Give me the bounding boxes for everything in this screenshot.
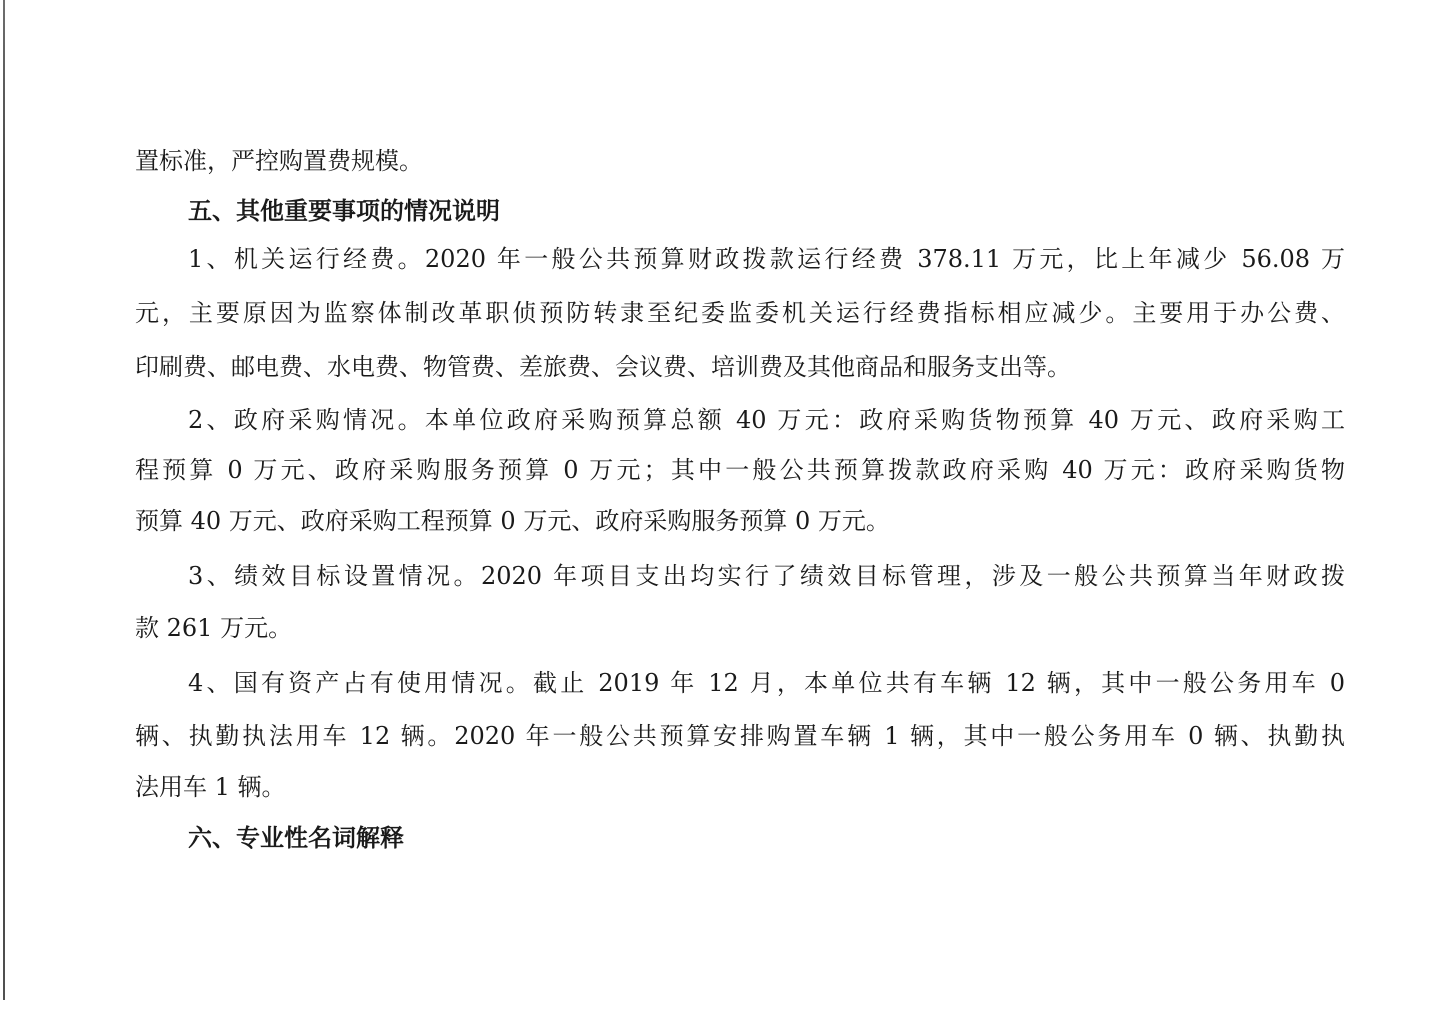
paragraph-4-line-1: 4、国有资产占有使用情况。截止 2019 年 12 月，本单位共有车辆 12 辆，其中一般公务用车 0 — [188, 669, 1345, 697]
paragraph-3-line-1: 3、绩效目标设置情况。2020 年项目支出均实行了绩效目标管理，涉及一般公共预算当年财政拨 — [188, 562, 1345, 590]
paragraph-2-line-3: 预算 40 万元、政府采购工程预算 0 万元、政府采购服务预算 0 万元。 — [135, 507, 890, 535]
paragraph-4-line-2: 辆、执勤执法用车 12 辆。2020 年一般公共预算安排购置车辆 1 辆，其中一般公务用车 0 辆、执勤执 — [135, 722, 1345, 750]
paragraph-4-line-3: 法用车 1 辆。 — [135, 773, 286, 801]
scan-edge-mark — [3, 0, 5, 1000]
paragraph-2-line-2: 程预算 0 万元、政府采购服务预算 0 万元；其中一般公共预算拨款政府采购 40 万元：政府采购货物 — [135, 456, 1345, 484]
section-heading-5: 五、其他重要事项的情况说明 — [188, 197, 500, 225]
paragraph-1-line-3: 印刷费、邮电费、水电费、物管费、差旅费、会议费、培训费及其他商品和服务支出等。 — [135, 353, 1071, 381]
continued-text-line: 置标准，严控购置费规模。 — [135, 147, 423, 175]
paragraph-1-line-1: 1、机关运行经费。2020 年一般公共预算财政拨款运行经费 378.11 万元，比上年减少 56.08 万 — [188, 245, 1345, 273]
paragraph-2-line-1: 2、政府采购情况。本单位政府采购预算总额 40 万元：政府采购货物预算 40 万元、政府采购工 — [188, 406, 1345, 434]
section-heading-6: 六、专业性名词解释 — [188, 824, 404, 852]
paragraph-3-line-2: 款 261 万元。 — [135, 614, 293, 642]
paragraph-1-line-2: 元，主要原因为监察体制改革职侦预防转隶至纪委监委机关运行经费指标相应减少。主要用于办公费、 — [135, 299, 1345, 327]
